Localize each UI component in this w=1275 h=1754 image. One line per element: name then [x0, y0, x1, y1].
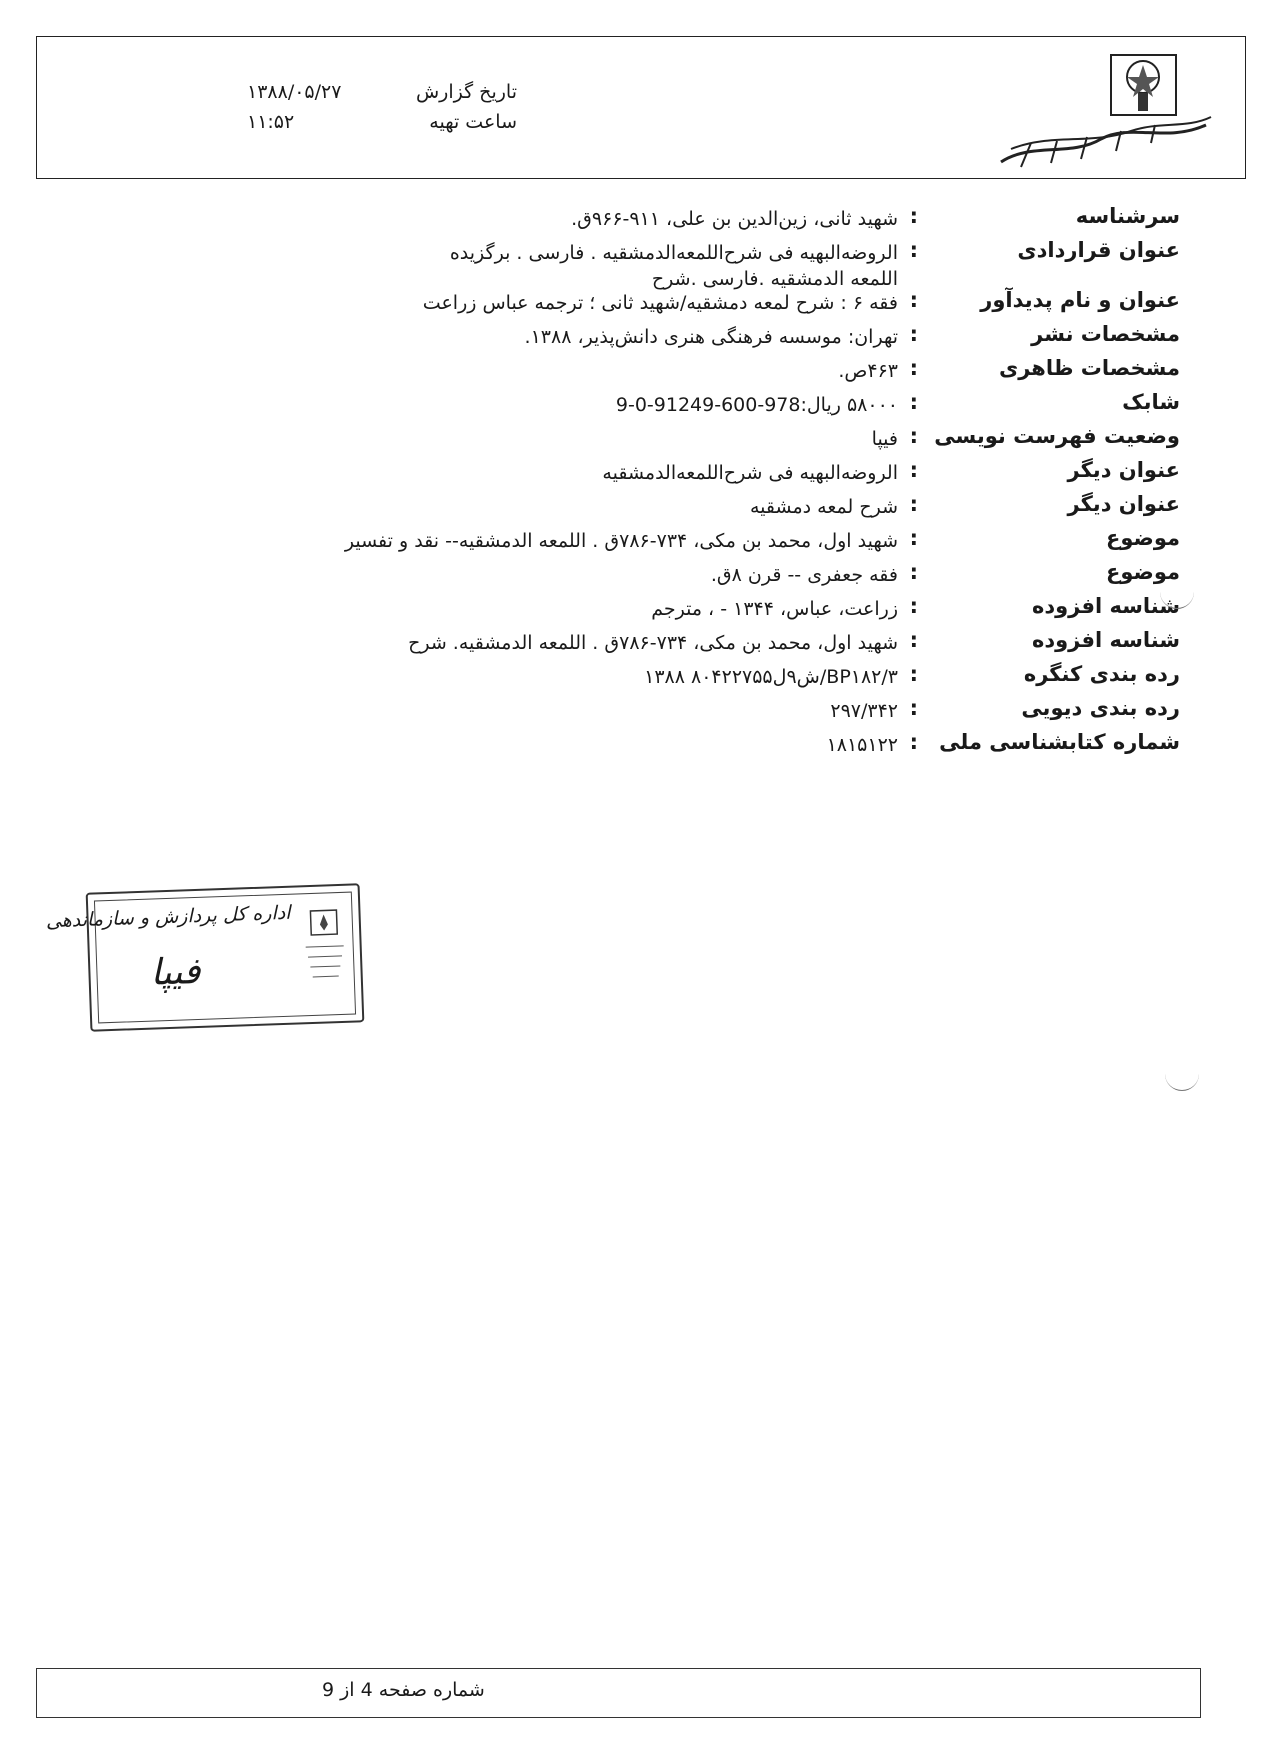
- field-value: فیپا: [871, 428, 898, 450]
- field-label: مشخصات ظاهری: [998, 356, 1180, 380]
- field-separator: :: [909, 662, 918, 686]
- record-row: [150, 204, 1180, 240]
- record-row: [150, 458, 1180, 494]
- field-value: شهید اول، محمد بن مکی، ۷۳۴-۷۸۶ق . اللمعه الدمشقیه. شرح: [408, 632, 898, 654]
- field-label: شابک: [1122, 390, 1180, 414]
- field-separator: :: [909, 696, 918, 720]
- field-label: عنوان و نام پدیدآور: [980, 288, 1180, 312]
- field-label: عنوان دیگر: [1067, 492, 1180, 516]
- field-label: رده بندی کنگره: [1023, 662, 1180, 686]
- field-value: ۲۹۷/۳۴۲: [830, 700, 898, 722]
- field-separator: :: [909, 560, 918, 584]
- record-row: [150, 730, 1180, 766]
- record-row: [150, 424, 1180, 460]
- record-row: [150, 322, 1180, 358]
- field-value: ۴۶۳ص.: [838, 360, 898, 382]
- field-label: موضوع: [1106, 526, 1180, 550]
- record-row: [150, 288, 1180, 324]
- record-row: [150, 560, 1180, 596]
- field-label: سرشناسه: [1075, 204, 1180, 228]
- record-row: [150, 628, 1180, 664]
- field-value: شرح لمعه دمشقیه: [750, 496, 898, 518]
- field-value: الروضه‌البهیه فی شرح‌اللمعه‌الدمشقیه . فارسی . برگزیده: [449, 242, 898, 264]
- field-value: فقه ۶ : شرح لمعه دمشقیه/شهید ثانی ؛ ترجمه عباس زراعت: [422, 292, 898, 314]
- field-separator: :: [909, 204, 918, 228]
- prepare-time-value: ۱۱:۵۲: [247, 111, 295, 133]
- field-separator: :: [909, 288, 918, 312]
- field-separator: :: [909, 322, 918, 346]
- field-label: شناسه افزوده: [1031, 594, 1180, 618]
- record-row: [150, 390, 1180, 426]
- field-separator: :: [909, 492, 918, 516]
- record-row: [150, 356, 1180, 392]
- field-separator: :: [909, 526, 918, 550]
- field-label: شناسه افزوده: [1031, 628, 1180, 652]
- field-separator: :: [909, 730, 918, 754]
- field-label: شماره کتابشناسی ملی: [939, 730, 1180, 754]
- field-separator: :: [909, 594, 918, 618]
- field-label: عنوان دیگر: [1067, 458, 1180, 482]
- page-number: شماره صفحه 4 از 9: [322, 1679, 485, 1701]
- record-row: [150, 594, 1180, 630]
- library-emblem-icon: [298, 906, 351, 988]
- field-separator: :: [909, 390, 918, 414]
- field-separator: :: [909, 628, 918, 652]
- report-date-label: تاریخ گزارش: [415, 81, 517, 103]
- record-row: [150, 526, 1180, 562]
- field-separator: :: [909, 238, 918, 262]
- field-label: مشخصات نشر: [1031, 322, 1180, 346]
- field-value-continued: اللمعه الدمشقیه .فارسی .شرح: [651, 268, 898, 290]
- field-value: ۵۸۰۰۰ ریال:978-600-91249-0-9: [615, 394, 898, 416]
- field-separator: :: [909, 458, 918, 482]
- stamp-title: اداره کل پردازش و سازماندهی: [45, 901, 291, 933]
- field-value: BP۱۸۲/۳/ش۹ل۸۰۴۲۲۷۵۵ ۱۳۸۸: [644, 666, 898, 688]
- page-footer: [36, 1668, 1201, 1718]
- field-value: ۱۸۱۵۱۲۲: [826, 734, 898, 756]
- record-row: [150, 662, 1180, 698]
- report-date-value: ۱۳۸۸/۰۵/۲۷: [247, 81, 342, 103]
- record-row: [150, 492, 1180, 528]
- field-label: موضوع: [1106, 560, 1180, 584]
- field-value: زراعت، عباس، ۱۳۴۴ - ، مترجم: [651, 598, 898, 620]
- record-row: [150, 696, 1180, 732]
- field-value: الروضه‌البهیه فی شرح‌اللمعه‌الدمشقیه: [602, 462, 898, 484]
- stamp-mark: فیپا: [149, 950, 202, 994]
- field-separator: :: [909, 356, 918, 380]
- prepare-time-label: ساعت تهیه: [429, 111, 517, 133]
- field-value: تهران: موسسه فرهنگی هنری دانش‌پذیر، ۱۳۸۸.: [524, 326, 898, 348]
- field-label: عنوان قراردادی: [1017, 238, 1180, 262]
- fipa-stamp: [45, 883, 365, 1031]
- field-separator: :: [909, 424, 918, 448]
- field-label: وضعیت فهرست نویسی: [934, 424, 1180, 448]
- field-label: رده بندی دیویی: [1021, 696, 1180, 720]
- field-value: فقه جعفری -- قرن ۸ق.: [710, 564, 898, 586]
- field-value: شهید ثانی، زین‌الدین بن علی، ۹۱۱-۹۶۶ق.: [571, 208, 898, 230]
- field-value: شهید اول، محمد بن مکی، ۷۳۴-۷۸۶ق . اللمعه الدمشقیه-- نقد و تفسیر: [344, 530, 898, 552]
